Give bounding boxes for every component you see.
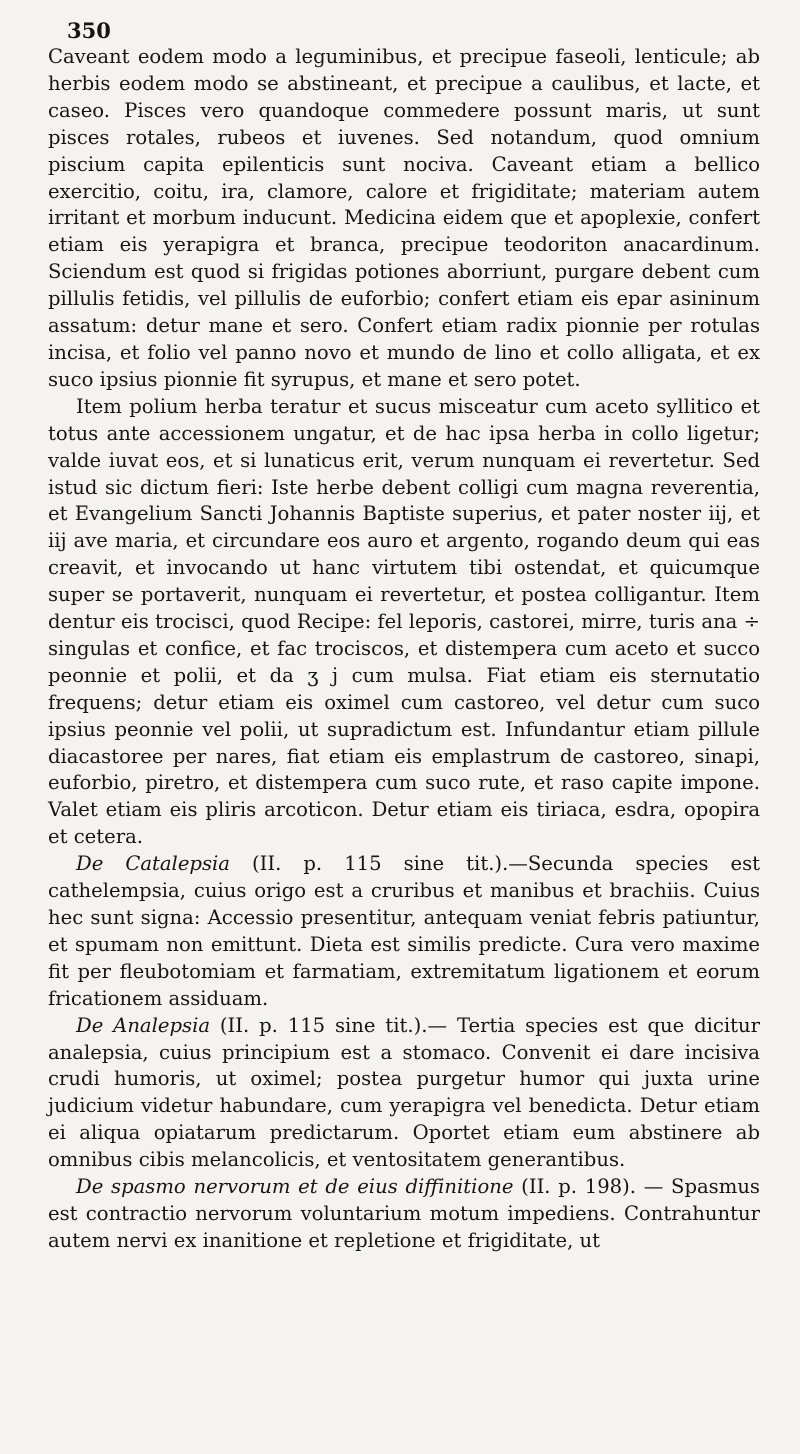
paragraph-analepsia <box>48 1013 760 1174</box>
paragraph-polium-remedy <box>48 394 760 851</box>
section-heading: De Catalepsia <box>76 852 230 876</box>
paragraph-spasmus <box>48 1174 760 1255</box>
paragraph-text: (II. p. 115 sine tit.).— Tertia species est que dicitur analepsia, cuius principium est a stomaco. Convenit ei dare incisiva crudi humoris, ut oximel; postea purgetur humor qui juxta urine judicium videtur habundare, cum yerapigra vel benedicta. Detur etiam ei aliqua opiatarum predictarum. Oportet etiam eum abstinere ab omnibus cibis melancolicis, et ventositatem generantibus. <box>48 1013 760 1172</box>
page-number: 350 <box>67 18 111 43</box>
page-text <box>48 44 760 1255</box>
paragraph-text: Item polium herba teratur et sucus misceatur cum aceto syllitico et totus ante accessionem ungatur, et de hac ipsa herba in collo ligetur; valde iuvat eos, et si lunaticus erit, verum nunquam ei revertetur. Sed istud sic dictum fieri: Iste herbe debent colligi cum magna reverentia, et Evangelium Sancti Johannis Baptiste superius, et pater noster iij, et iij ave maria, et circundare eos auro et argento, rogando deum qui eas creavit, et invocando ut hanc virtutem tibi ostendat, et quicumque super se portaverit, nunquam ei revertetur, et postea colligantur. Item dentur eis trocisci, quod Recipe: fel leporis, castorei, mirre, turis ana ÷ singulas et confice, et fac trociscos, et distempera cum aceto et succo peonnie et polii, et da ʒ j cum mulsa. Fiat etiam eis sternutatio frequens; detur etiam eis oximel cum castoreo, vel detur cum suco ipsius peonnie vel polii, ut supradictum est. Infundantur etiam pillule diacastoree per nares, fiat etiam eis emplastrum de castoreo, sinapi, euforbio, piretro, et distempera cum suco rute, et raso capite impone. Valet etiam eis pliris arcoticon. Detur etiam eis tiriaca, esdra, opopira et cetera. <box>48 394 760 849</box>
section-heading: De spasmo nervorum et de eius diffinitione <box>76 1175 514 1199</box>
paragraph-text: (II. p. 115 sine tit.).—Secunda species est cathelempsia, cuius origo est a cruribus et manibus et brachiis. Cuius hec sunt signa: Accessio presentitur, antequam veniat febris patiuntur, et spumam non emittunt. Dieta est similis predicte. Cura vero maxime fit per fleubotomiam et farmatiam, extremitatum ligationem et eorum fricationem assiduam. <box>48 852 761 1010</box>
paragraph-text: Caveant eodem modo a leguminibus, et precipue faseoli, lenticule; ab herbis eodem modo se abstineant, et precipue a caulibus, et lacte, et caseo. Pisces vero quandoque commedere possunt maris, ut sunt pisces rotales, rubeos et iuvenes. Sed notandum, quod omnium piscium capita epilenticis sunt nociva. Caveant etiam a bellico exercitio, coitu, ira, clamore, calore et frigiditate; materiam autem irritant et morbum inducunt. Medicina eidem que et apoplexie, confert etiam eis yerapigra et branca, precipue teodoriton anacardinum. Sciendum est quod si frigidas potiones aborriunt, purgare debent cum pillulis fetidis, vel pillulis de euforbio; confert etiam eis epar asininum assatum: detur mane et sero. Confert etiam radix pionnie per rotulas incisa, et folio vel panno novo et mundo de lino et collo alligata, et ex suco ipsius pionnie fit syrupus, et mane et sero potet. <box>48 45 760 391</box>
section-heading: De Analepsia <box>76 1013 211 1037</box>
paragraph-text: (II. p. 198). — Spasmus est contractio nervorum voluntarium motum impediens. Contrahuntur autem nervi ex inanitione et repletione et frigiditate, ut <box>48 1175 760 1252</box>
paragraph-catalepsia <box>48 851 760 1012</box>
paragraph-diet <box>48 44 760 394</box>
